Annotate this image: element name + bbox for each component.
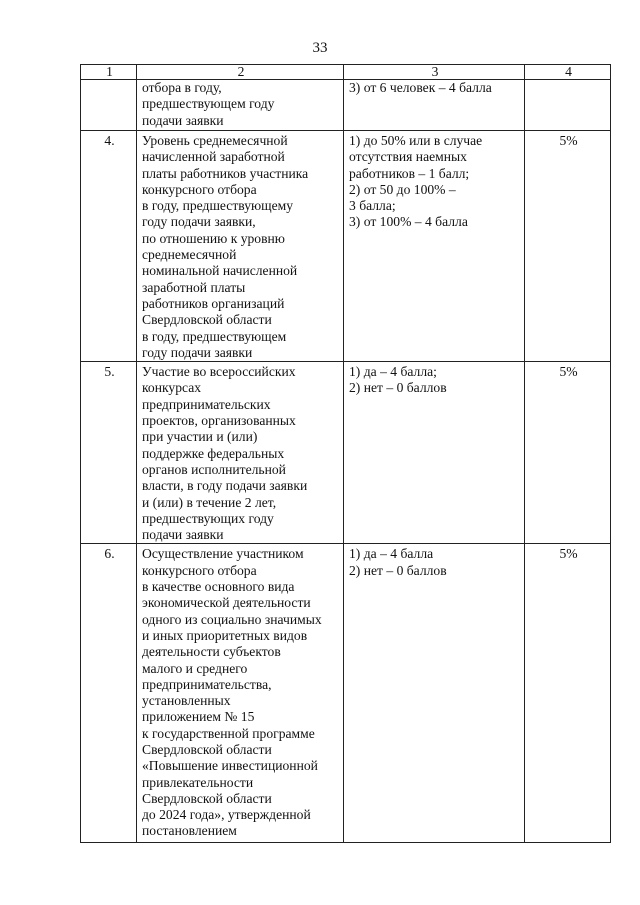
- page-number: 33: [312, 40, 328, 56]
- criterion-line: заработной платы: [142, 279, 246, 295]
- score-line: 3 балла;: [349, 198, 396, 214]
- criterion-line: отбора в году,: [142, 80, 222, 95]
- criterion-line: конкурсного отбора: [142, 562, 257, 578]
- criterion-line: конкурсного отбора: [142, 181, 257, 197]
- criterion-line: проектов, организованных: [142, 413, 296, 429]
- row-number: 4.: [81, 131, 137, 362]
- criterion-line: до 2024 года», утвержденной: [142, 807, 311, 823]
- criterion-line: одного из социально значимых: [142, 611, 322, 627]
- criterion-line: Осуществление участником: [142, 546, 304, 562]
- criterion-cell: [137, 131, 344, 362]
- criteria-table: [80, 64, 611, 843]
- criterion-line: и иных приоритетных видов: [142, 627, 308, 643]
- criterion-line: поддержке федеральных: [142, 445, 285, 461]
- criterion-line: году подачи заявки,: [142, 214, 256, 230]
- criterion-line: предпринимательства,: [142, 676, 272, 692]
- row-number: 5.: [81, 362, 137, 544]
- criterion-line: и (или) в течение 2 лет,: [142, 494, 277, 510]
- criterion-line: предшествующем году: [142, 96, 275, 112]
- scores-cell: [344, 544, 525, 843]
- weight-cell: 5%: [525, 362, 611, 544]
- criterion-line: в году, предшествующему: [142, 198, 294, 214]
- scores-cell: [344, 131, 525, 362]
- criterion-line: постановлением: [142, 823, 237, 839]
- criterion-line: власти, в году подачи заявки: [142, 478, 308, 494]
- criterion-line: «Повышение инвестиционной: [142, 758, 318, 774]
- column-header: 4: [525, 65, 611, 80]
- criterion-line: установленных: [142, 693, 231, 709]
- table-header-row: [81, 65, 611, 80]
- criterion-line: Участие во всероссийских: [142, 364, 296, 380]
- criterion-line: Свердловской области: [142, 790, 272, 806]
- criterion-line: в году, предшествующем: [142, 328, 287, 344]
- criterion-line: подачи заявки: [142, 527, 224, 543]
- table-row: [81, 544, 611, 843]
- criterion-line: Уровень среднемесячной: [142, 133, 288, 148]
- criterion-line: подачи заявки: [142, 112, 224, 128]
- criterion-line: привлекательности: [142, 774, 254, 790]
- score-line: 1) да – 4 балла;: [349, 364, 437, 380]
- criterion-line: конкурсах: [142, 380, 202, 396]
- score-line: 1) до 50% или в случае: [349, 133, 483, 148]
- criterion-line: году подачи заявки: [142, 344, 253, 360]
- criterion-line: малого и среднего: [142, 660, 248, 676]
- score-line: 2) от 50 до 100% –: [349, 181, 456, 197]
- criterion-cell: [137, 362, 344, 544]
- criterion-line: при участии и (или): [142, 429, 258, 445]
- table-row: [81, 362, 611, 544]
- criterion-line: экономической деятельности: [142, 595, 311, 611]
- criterion-line: Свердловской области: [142, 312, 272, 328]
- score-line: 1) да – 4 балла: [349, 546, 434, 562]
- criterion-line: деятельности субъектов: [142, 644, 281, 660]
- criterion-line: начисленной заработной: [142, 149, 285, 165]
- criterion-cell: [137, 80, 344, 131]
- scores-cell: [344, 80, 525, 131]
- criterion-line: предпринимательских: [142, 396, 271, 412]
- weight-cell: 5%: [525, 544, 611, 843]
- scores-cell: [344, 362, 525, 544]
- score-line: 3) от 6 человек – 4 балла: [349, 80, 492, 95]
- score-line: работников – 1 балл;: [349, 165, 470, 181]
- criterion-cell: [137, 544, 344, 843]
- weight-cell: 5%: [525, 131, 611, 362]
- criterion-line: к государственной программе: [142, 725, 315, 741]
- weight-cell: [525, 80, 611, 131]
- row-number: 6.: [81, 544, 137, 843]
- column-header: 3: [344, 65, 525, 80]
- score-line: 2) нет – 0 баллов: [349, 562, 447, 578]
- criterion-line: Свердловской области: [142, 741, 272, 757]
- score-line: отсутствия наемных: [349, 149, 467, 165]
- score-line: 2) нет – 0 баллов: [349, 380, 447, 396]
- criterion-line: платы работников участника: [142, 165, 309, 181]
- score-line: 3) от 100% – 4 балла: [349, 214, 468, 230]
- column-header: 1: [81, 65, 137, 80]
- table-row: [81, 80, 611, 131]
- column-header: 2: [137, 65, 344, 80]
- criterion-line: номинальной начисленной: [142, 263, 298, 279]
- table-row: [81, 131, 611, 362]
- criterion-line: предшествующих году: [142, 510, 274, 526]
- criterion-line: в качестве основного вида: [142, 579, 295, 595]
- criterion-line: работников организаций: [142, 295, 285, 311]
- criterion-line: среднемесячной: [142, 247, 237, 263]
- row-number: [81, 80, 137, 131]
- criterion-line: приложением № 15: [142, 709, 255, 725]
- criterion-line: по отношению к уровню: [142, 230, 285, 246]
- criterion-line: органов исполнительной: [142, 461, 286, 477]
